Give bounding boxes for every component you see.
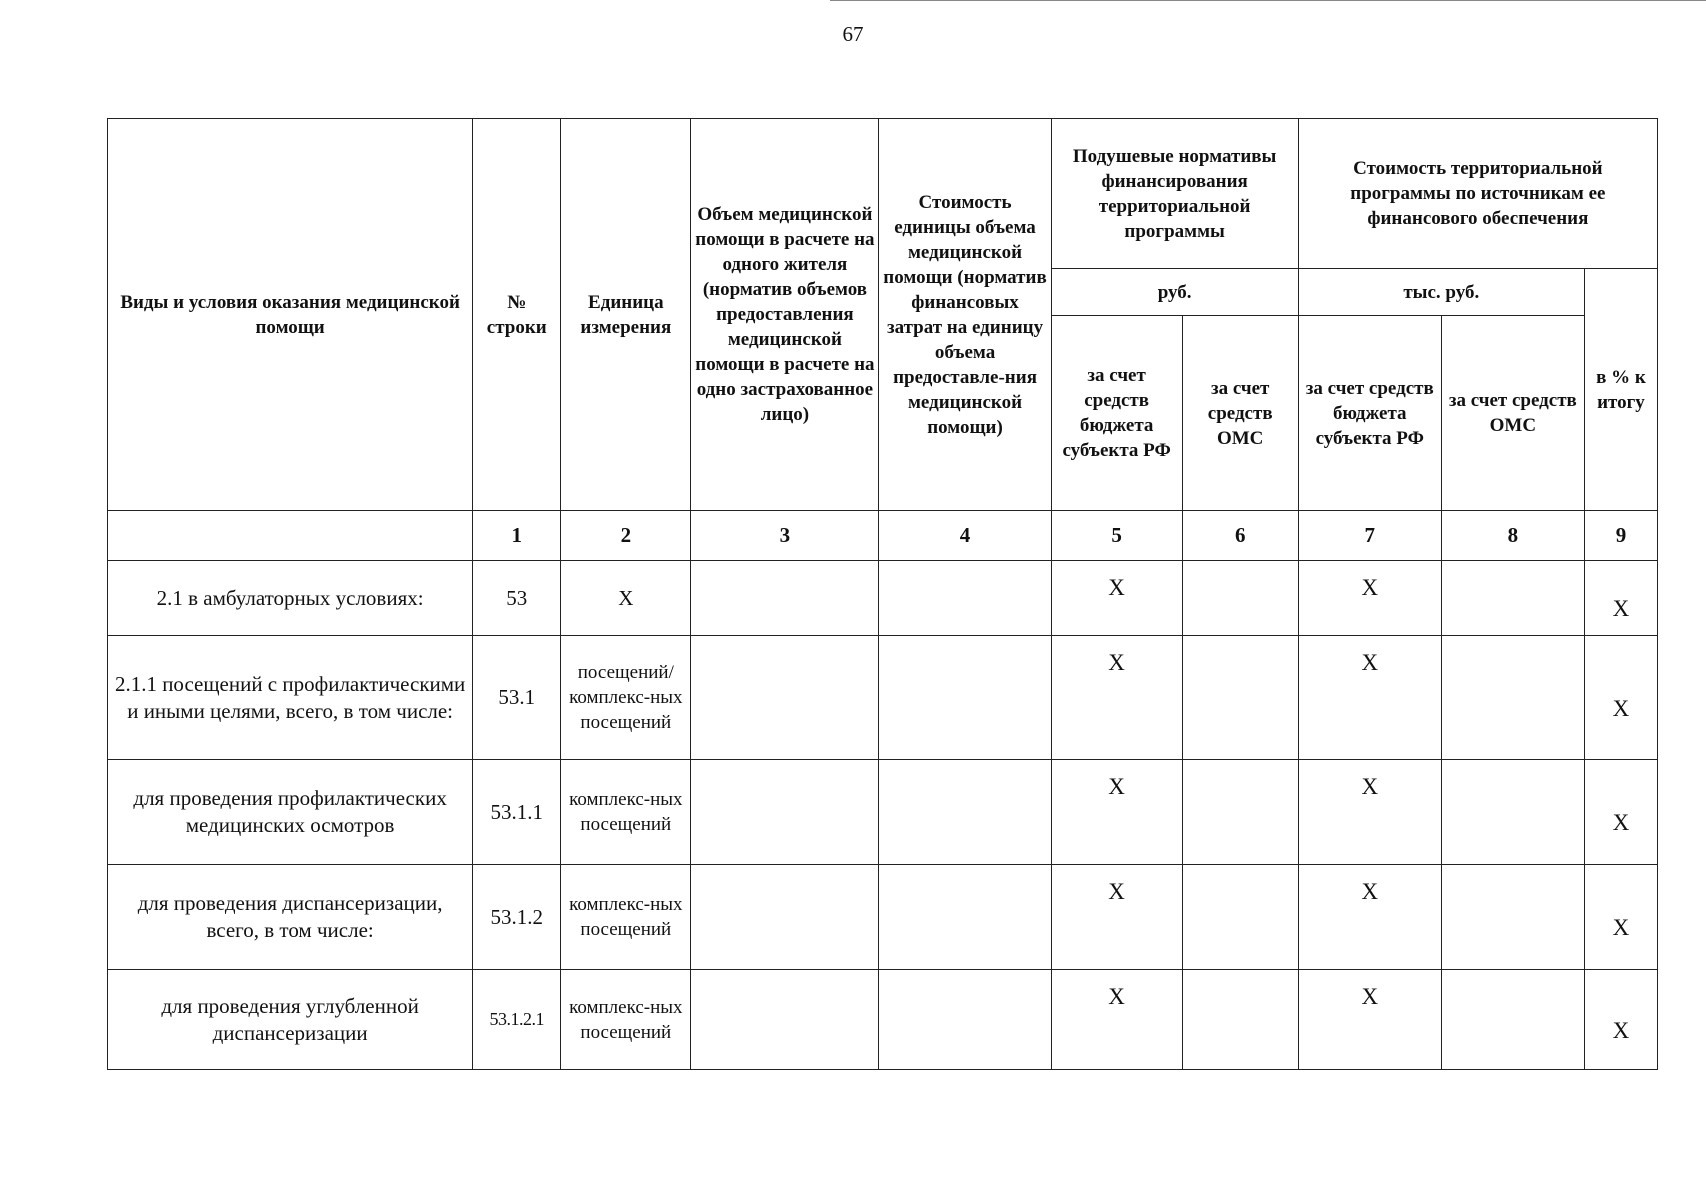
row-budget-rf: Х xyxy=(1051,760,1182,865)
row-name: 2.1 в амбулаторных условиях: xyxy=(108,561,473,636)
row-budget-rf-total: Х xyxy=(1298,636,1441,760)
header-budget-rf-2: за счет средств бюджета субъекта РФ xyxy=(1298,316,1441,511)
row-cost xyxy=(879,561,1051,636)
row-oms-total xyxy=(1441,636,1584,760)
row-number: 53.1.2 xyxy=(473,865,561,970)
row-percent: Х xyxy=(1584,561,1657,636)
row-volume xyxy=(691,970,879,1070)
header-percent: в % к итогу xyxy=(1584,269,1657,511)
row-cost xyxy=(879,865,1051,970)
row-budget-rf-total: Х xyxy=(1298,760,1441,865)
col-num-1: 1 xyxy=(473,511,561,561)
row-unit: Х xyxy=(561,561,691,636)
row-number: 53.1 xyxy=(473,636,561,760)
header-volume: Объем медицинской помощи в расчете на одного жителя (норматив объемов предоставления медицинской помощи в расчете на одно застрахованное лицо) xyxy=(691,119,879,511)
col-num-7: 7 xyxy=(1298,511,1441,561)
row-oms xyxy=(1182,970,1298,1070)
row-percent: Х xyxy=(1584,970,1657,1070)
row-cost xyxy=(879,636,1051,760)
table-row xyxy=(108,561,1658,636)
row-unit: комплекс-ных посещений xyxy=(561,970,691,1070)
row-budget-rf-total: Х xyxy=(1298,561,1441,636)
row-volume xyxy=(691,636,879,760)
col-num-3: 3 xyxy=(691,511,879,561)
col-num-9: 9 xyxy=(1584,511,1657,561)
table-row xyxy=(108,760,1658,865)
header-row-no: № строки xyxy=(473,119,561,511)
row-volume xyxy=(691,760,879,865)
table-row xyxy=(108,865,1658,970)
row-oms-total xyxy=(1441,865,1584,970)
header-kind: Виды и условия оказания медицинской помощи xyxy=(108,119,473,511)
header-cost: Стоимость единицы объема медицинской помощи (норматив финансовых затрат на единицу объема предоставле-ния медицинской помощи) xyxy=(879,119,1051,511)
row-unit: комплекс-ных посещений xyxy=(561,760,691,865)
row-name: для проведения диспансеризации, всего, в том числе: xyxy=(108,865,473,970)
header-rub: руб. xyxy=(1051,269,1298,316)
row-number: 53.1.1 xyxy=(473,760,561,865)
row-budget-rf: Х xyxy=(1051,970,1182,1070)
row-percent: Х xyxy=(1584,636,1657,760)
col-num-blank xyxy=(108,511,473,561)
row-number: 53 xyxy=(473,561,561,636)
row-volume xyxy=(691,561,879,636)
row-unit: посещений/ комплекс-ных посещений xyxy=(561,636,691,760)
table-row xyxy=(108,970,1658,1070)
row-cost xyxy=(879,760,1051,865)
row-oms xyxy=(1182,760,1298,865)
header-budget-rf: за счет средств бюджета субъекта РФ xyxy=(1051,316,1182,511)
row-budget-rf: Х xyxy=(1051,865,1182,970)
header-oms: за счет средств ОМС xyxy=(1182,316,1298,511)
row-oms-total xyxy=(1441,561,1584,636)
row-name: для проведения профилактических медицинских осмотров xyxy=(108,760,473,865)
col-num-2: 2 xyxy=(561,511,691,561)
col-num-6: 6 xyxy=(1182,511,1298,561)
col-num-8: 8 xyxy=(1441,511,1584,561)
header-program-cost: Стоимость территориальной программы по источникам ее финансового обеспечения xyxy=(1298,119,1657,269)
row-cost xyxy=(879,970,1051,1070)
row-budget-rf-total: Х xyxy=(1298,970,1441,1070)
scan-edge-line xyxy=(830,0,1706,1)
col-num-5: 5 xyxy=(1051,511,1182,561)
row-budget-rf-total: Х xyxy=(1298,865,1441,970)
row-name: для проведения углубленной диспансеризации xyxy=(108,970,473,1070)
row-oms xyxy=(1182,865,1298,970)
row-oms xyxy=(1182,636,1298,760)
table-row xyxy=(108,636,1658,760)
header-oms-2: за счет средств ОМС xyxy=(1441,316,1584,511)
header-per-capita: Подушевые нормативы финансирования территориальной программы xyxy=(1051,119,1298,269)
header-thousand-rub: тыс. руб. xyxy=(1298,269,1584,316)
row-name: 2.1.1 посещений с профилактическими и иными целями, всего, в том числе: xyxy=(108,636,473,760)
col-num-4: 4 xyxy=(879,511,1051,561)
row-budget-rf: Х xyxy=(1051,636,1182,760)
row-oms-total xyxy=(1441,970,1584,1070)
row-percent: Х xyxy=(1584,760,1657,865)
row-budget-rf: Х xyxy=(1051,561,1182,636)
header-row-1 xyxy=(108,119,1658,269)
row-oms-total xyxy=(1441,760,1584,865)
page-number: 67 xyxy=(842,22,864,46)
column-number-row xyxy=(108,511,1658,561)
financing-table xyxy=(107,118,1658,1070)
row-percent: Х xyxy=(1584,865,1657,970)
row-unit: комплекс-ных посещений xyxy=(561,865,691,970)
row-number: 53.1.2.1 xyxy=(473,970,561,1070)
header-unit: Единица измерения xyxy=(561,119,691,511)
row-oms xyxy=(1182,561,1298,636)
row-volume xyxy=(691,865,879,970)
